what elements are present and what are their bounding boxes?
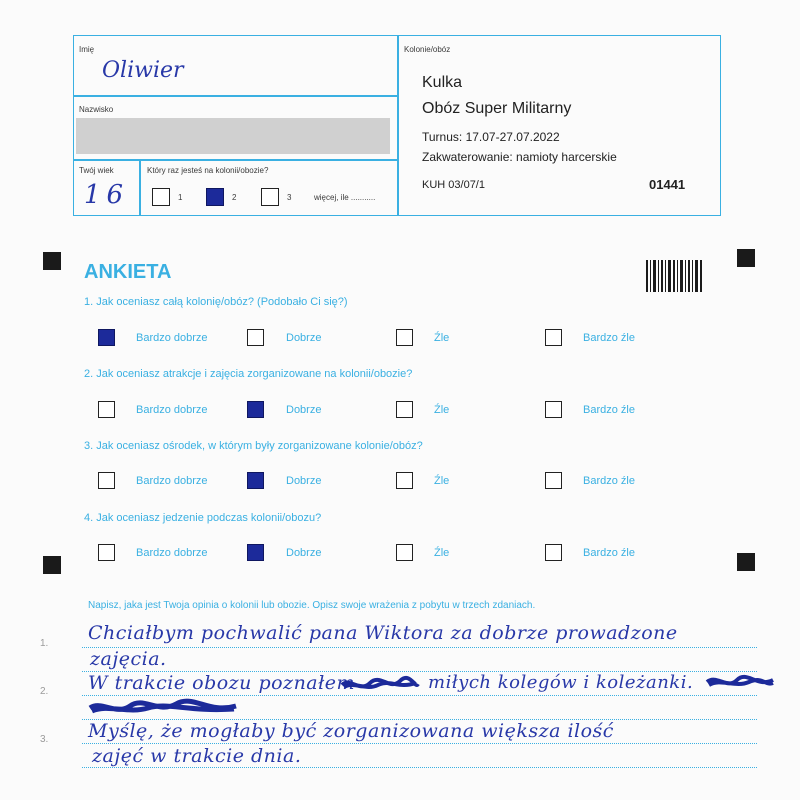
q2-bardzo-dobrze-checkbox[interactable] bbox=[98, 401, 115, 418]
q1-zle-label: Źle bbox=[434, 332, 450, 344]
nazwisko-label: Nazwisko bbox=[79, 105, 114, 114]
opinion-line-3[interactable]: Myślę, że mogłaby być zorganizowana większa ilość bbox=[88, 720, 614, 742]
q3-zle-label: Źle bbox=[434, 475, 450, 487]
opinion-line-2[interactable]: W trakcie obozu poznałem bbox=[88, 672, 356, 694]
imie-label: Imię bbox=[79, 45, 95, 54]
header-form bbox=[73, 35, 721, 216]
header-divider-1 bbox=[74, 95, 397, 97]
q2-dobrze-checkbox[interactable] bbox=[247, 401, 264, 418]
q2-bardzo-zle-checkbox[interactable] bbox=[545, 401, 562, 418]
scribble-1 bbox=[340, 675, 420, 695]
ktory-raz-option-2: 2 bbox=[232, 193, 237, 202]
line-number-2: 2. bbox=[40, 686, 49, 697]
turnus: Turnus: 17.07-27.07.2022 bbox=[422, 130, 560, 144]
line-number-3: 3. bbox=[40, 734, 49, 745]
ktory-raz-checkbox-2[interactable] bbox=[206, 188, 224, 206]
wiek-label: Twój wiek bbox=[79, 166, 114, 175]
header-divider-2 bbox=[74, 159, 397, 161]
opinion-line-3b[interactable]: zajęć w trakcie dnia. bbox=[92, 745, 302, 767]
writing-line-1 bbox=[82, 647, 757, 648]
writing-line-6 bbox=[82, 767, 757, 768]
writing-line-5 bbox=[82, 743, 757, 744]
q2-dobrze-label: Dobrze bbox=[286, 404, 322, 416]
q1-bardzo-dobrze-label: Bardzo dobrze bbox=[136, 332, 208, 344]
ktory-raz-label: Który raz jesteś na kolonii/obozie? bbox=[147, 166, 269, 175]
opinion-line-1b[interactable]: zajęcia. bbox=[90, 648, 167, 670]
q1-bardzo-zle-label: Bardzo źle bbox=[583, 332, 635, 344]
camp-title: Obóz Super Militarny bbox=[422, 100, 572, 117]
question-2: 2. Jak oceniasz atrakcje i zajęcia zorganizowane na kolonii/obozie? bbox=[84, 368, 413, 380]
q2-bardzo-dobrze-label: Bardzo dobrze bbox=[136, 404, 208, 416]
ktory-raz-checkbox-1[interactable] bbox=[152, 188, 170, 206]
q4-bardzo-zle-label: Bardzo źle bbox=[583, 547, 635, 559]
wiek-value[interactable]: 16 bbox=[84, 180, 130, 210]
alignment-marker-bottom-right bbox=[737, 553, 755, 571]
q3-zle-checkbox[interactable] bbox=[396, 472, 413, 489]
camp-code: KUH 03/07/1 bbox=[422, 179, 485, 191]
q2-zle-checkbox[interactable] bbox=[396, 401, 413, 418]
q4-bardzo-zle-checkbox[interactable] bbox=[545, 544, 562, 561]
q1-bardzo-dobrze-checkbox[interactable] bbox=[98, 329, 115, 346]
alignment-marker-top-left bbox=[43, 252, 61, 270]
imie-value[interactable]: Oliwier bbox=[102, 58, 184, 83]
q4-bardzo-dobrze-label: Bardzo dobrze bbox=[136, 547, 208, 559]
survey-title: ANKIETA bbox=[84, 261, 172, 283]
zakwaterowanie: Zakwaterowanie: namioty harcerskie bbox=[422, 150, 617, 164]
scribble-3 bbox=[88, 698, 238, 718]
opinion-line-2b[interactable]: miłych kolegów i koleżanki. bbox=[428, 672, 694, 693]
camp-name: Kulka bbox=[422, 74, 463, 91]
line-number-1: 1. bbox=[40, 638, 49, 649]
q3-bardzo-dobrze-checkbox[interactable] bbox=[98, 472, 115, 489]
q4-bardzo-dobrze-checkbox[interactable] bbox=[98, 544, 115, 561]
q1-dobrze-checkbox[interactable] bbox=[247, 329, 264, 346]
ktory-raz-option-3: 3 bbox=[287, 193, 292, 202]
q2-zle-label: Źle bbox=[434, 404, 450, 416]
q1-zle-checkbox[interactable] bbox=[396, 329, 413, 346]
header-divider-3 bbox=[139, 159, 141, 215]
question-3: 3. Jak oceniasz ośrodek, w którym były zorganizowane kolonie/obóz? bbox=[84, 440, 423, 452]
kolonia-label: Kolonie/obóz bbox=[404, 45, 451, 54]
barcode-icon bbox=[646, 260, 702, 292]
q1-bardzo-zle-checkbox[interactable] bbox=[545, 329, 562, 346]
opinion-line-1[interactable]: Chciałbym pochwalić pana Wiktora za dobrze prowadzone bbox=[88, 622, 678, 644]
q2-bardzo-zle-label: Bardzo źle bbox=[583, 404, 635, 416]
alignment-marker-bottom-left bbox=[43, 556, 61, 574]
q3-bardzo-zle-checkbox[interactable] bbox=[545, 472, 562, 489]
form-number: 01441 bbox=[649, 177, 686, 192]
writing-line-3 bbox=[82, 695, 757, 696]
q3-dobrze-label: Dobrze bbox=[286, 475, 322, 487]
ktory-raz-option-1: 1 bbox=[178, 193, 183, 202]
q4-zle-checkbox[interactable] bbox=[396, 544, 413, 561]
wiecej-label: więcej, ile ........... bbox=[314, 193, 376, 202]
question-1: 1. Jak oceniasz całą kolonię/obóz? (Podobało Ci się?) bbox=[84, 296, 348, 308]
q4-dobrze-checkbox[interactable] bbox=[247, 544, 264, 561]
nazwisko-redaction bbox=[76, 118, 390, 154]
scribble-2 bbox=[705, 672, 775, 692]
ktory-raz-checkbox-3[interactable] bbox=[261, 188, 279, 206]
q3-bardzo-zle-label: Bardzo źle bbox=[583, 475, 635, 487]
question-4: 4. Jak oceniasz jedzenie podczas kolonii/obozu? bbox=[84, 512, 322, 524]
q4-zle-label: Źle bbox=[434, 547, 450, 559]
q3-bardzo-dobrze-label: Bardzo dobrze bbox=[136, 475, 208, 487]
q3-dobrze-checkbox[interactable] bbox=[247, 472, 264, 489]
header-divider-vertical bbox=[397, 36, 399, 215]
q1-dobrze-label: Dobrze bbox=[286, 332, 322, 344]
alignment-marker-top-right bbox=[737, 249, 755, 267]
opinion-prompt: Napisz, jaka jest Twoja opinia o kolonii lub obozie. Opisz swoje wrażenia z pobytu w trzech zdaniach. bbox=[88, 600, 536, 611]
q4-dobrze-label: Dobrze bbox=[286, 547, 322, 559]
